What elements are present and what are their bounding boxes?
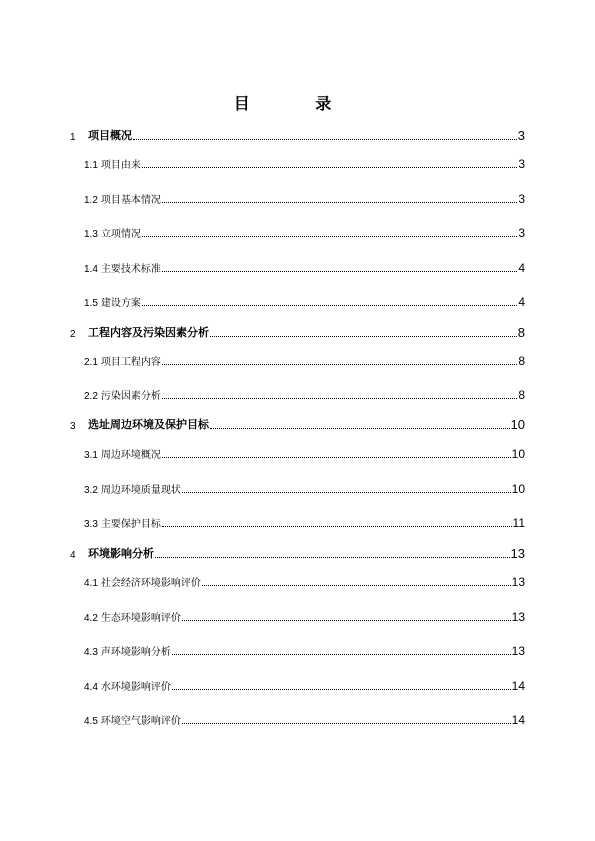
- toc-entry-page: 3: [517, 128, 525, 143]
- toc-entry-label: 主要保护目标: [100, 519, 161, 530]
- toc-entry-number: 4.2: [84, 613, 98, 624]
- toc-entry[interactable]: [70, 291, 525, 309]
- toc-entry-number: 4: [70, 550, 76, 561]
- toc-entry[interactable]: [70, 350, 525, 368]
- toc-entry-page: 8: [517, 325, 525, 340]
- toc-entry[interactable]: [70, 571, 525, 589]
- toc-entry[interactable]: [70, 322, 525, 340]
- toc-entry-label: 环境空气影响评价: [100, 716, 181, 727]
- toc-entry-page: 8: [518, 388, 525, 402]
- toc-entry[interactable]: [70, 153, 525, 171]
- toc-entry-number: 2.1: [84, 357, 98, 368]
- toc-entry-page: 13: [510, 546, 525, 561]
- toc-leader-dots: [202, 571, 511, 586]
- toc-leader-dots: [162, 443, 511, 458]
- toc-entry-label: 建设方案: [100, 298, 141, 309]
- toc-entry[interactable]: [70, 709, 525, 727]
- toc-entry-label: 项目概况: [88, 129, 132, 142]
- toc-entry-label: 立项情况: [100, 229, 141, 240]
- toc-entry-number: 4.3: [84, 647, 98, 658]
- toc-entry-page: 4: [518, 295, 525, 309]
- toc-entry-number: 4.5: [84, 716, 98, 727]
- toc-title: 目 录: [233, 94, 362, 113]
- toc-entry-label: 项目基本情况: [100, 195, 161, 206]
- toc-entry-label: 环境影响分析: [88, 547, 154, 560]
- toc-entry[interactable]: [70, 257, 525, 275]
- toc-entry-number: 3.1: [84, 450, 98, 461]
- toc-entry-number: 3: [70, 421, 76, 432]
- toc-entry-page: 8: [518, 354, 525, 368]
- toc-entry-number: 1.5: [84, 298, 98, 309]
- toc-leader-dots: [182, 478, 511, 493]
- toc-leader-dots: [162, 512, 512, 527]
- toc-entry-page: 14: [511, 713, 525, 727]
- toc-entry-number: 4.1: [84, 578, 98, 589]
- toc-entry[interactable]: [70, 606, 525, 624]
- toc-entry-label: 项目由来: [100, 160, 141, 171]
- toc-entry[interactable]: [70, 640, 525, 658]
- toc-entry-label: 声环境影响分析: [100, 647, 171, 658]
- toc-entry-page: 14: [511, 679, 525, 693]
- toc-entry-label: 工程内容及污染因素分析: [88, 326, 209, 339]
- toc-entry-label: 周边环境质量现状: [100, 485, 181, 496]
- toc-leader-dots: [162, 257, 517, 272]
- toc-entry[interactable]: [70, 675, 525, 693]
- toc-entry-page: 13: [511, 644, 525, 658]
- toc-entry-label: 社会经济环境影响评价: [100, 578, 201, 589]
- toc-entry-page: 3: [518, 192, 525, 206]
- toc-leader-dots: [210, 414, 510, 429]
- toc-entry[interactable]: [70, 543, 525, 561]
- toc-entry-label: 项目工程内容: [100, 357, 161, 368]
- toc-leader-dots: [162, 384, 517, 399]
- toc-entry-page: 4: [518, 261, 525, 275]
- toc-entry-number: 1.4: [84, 264, 98, 275]
- toc-leader-dots: [172, 675, 511, 690]
- toc-entry-label: 主要技术标准: [100, 264, 161, 275]
- toc-leader-dots: [162, 350, 517, 365]
- toc-entry[interactable]: [70, 222, 525, 240]
- toc-leader-dots: [182, 606, 511, 621]
- toc-entry[interactable]: [70, 125, 525, 143]
- toc-leader-dots: [142, 291, 517, 306]
- toc-entry-number: 3.3: [84, 519, 98, 530]
- toc-entry-label: 周边环境概况: [100, 450, 161, 461]
- toc-entry-page: 13: [511, 575, 525, 589]
- toc-entry-number: 3.2: [84, 485, 98, 496]
- toc-leader-dots: [133, 125, 517, 140]
- toc-leader-dots: [172, 640, 511, 655]
- toc-entry-number: 2: [70, 329, 76, 340]
- toc-leader-dots: [162, 188, 517, 203]
- toc-entry-page: 3: [518, 157, 525, 171]
- toc-entry-number: 1: [70, 132, 76, 143]
- toc-entry-number: 1.2: [84, 195, 98, 206]
- toc-entry-number: 1.3: [84, 229, 98, 240]
- toc-entry[interactable]: [70, 443, 525, 461]
- toc-entry-label: 选址周边环境及保护目标: [88, 418, 209, 431]
- toc-entry-page: 10: [510, 417, 525, 432]
- toc-leader-dots: [142, 153, 517, 168]
- toc-entry[interactable]: [70, 512, 525, 530]
- toc-leader-dots: [142, 222, 517, 237]
- toc-leader-dots: [210, 322, 517, 337]
- toc-entry-page: 10: [511, 482, 525, 496]
- toc-entry-label: 污染因素分析: [100, 391, 161, 402]
- toc-entry[interactable]: [70, 384, 525, 402]
- toc-entry-page: 13: [511, 610, 525, 624]
- toc-entry-number: 2.2: [84, 391, 98, 402]
- toc-entry[interactable]: [70, 478, 525, 496]
- toc-entry[interactable]: [70, 414, 525, 432]
- toc-entry-page: 10: [511, 447, 525, 461]
- toc-entry-page: 3: [518, 226, 525, 240]
- toc-entry[interactable]: [70, 188, 525, 206]
- toc-entry-page: 11: [512, 516, 525, 530]
- toc-entry-label: 水环境影响评价: [100, 682, 171, 693]
- toc-entry-number: 1.1: [84, 160, 98, 171]
- toc-entry-label: 生态环境影响评价: [100, 613, 181, 624]
- toc-leader-dots: [182, 709, 511, 724]
- toc-entry-number: 4.4: [84, 682, 98, 693]
- toc-leader-dots: [155, 543, 510, 558]
